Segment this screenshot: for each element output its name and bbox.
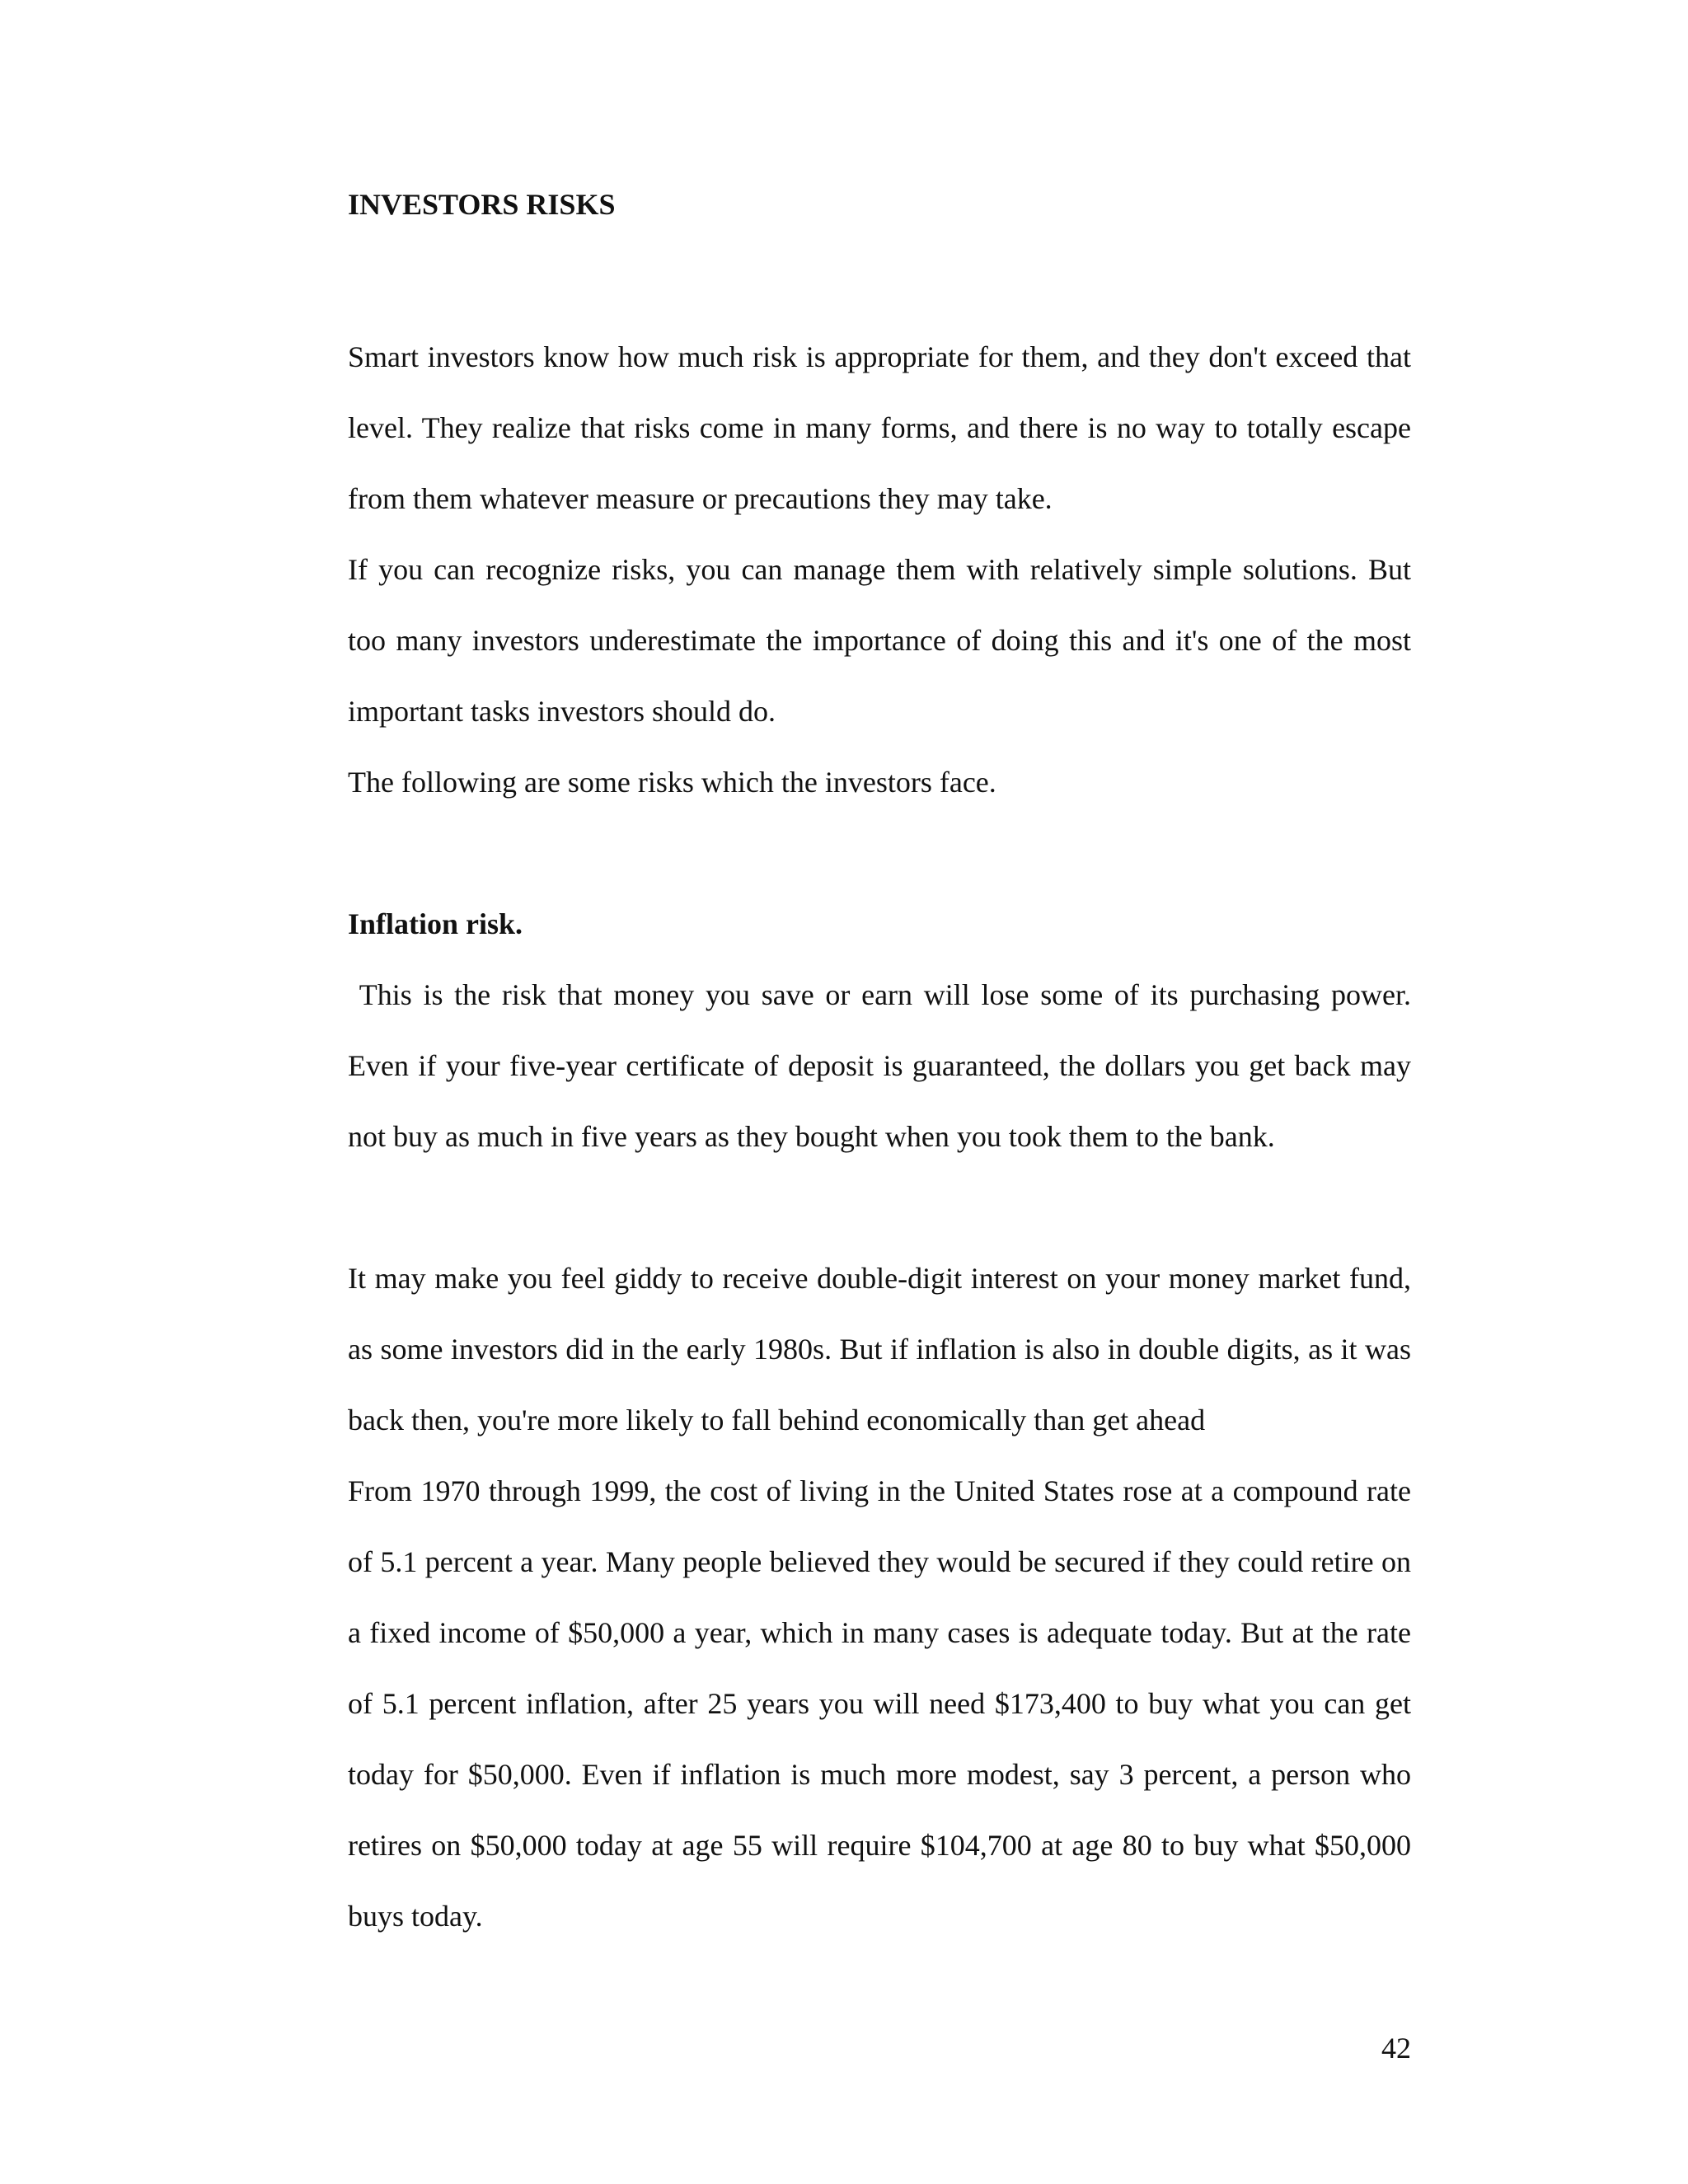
page-content bbox=[348, 180, 1418, 1952]
inflation-paragraph-2: It may make you feel giddy to receive double-digit interest on your money market fund, as some investors did in the early 1980s. But if inflation is also in double digits, as it was back then, you're more likely to fall behind economically than get ahead bbox=[348, 1262, 1411, 1436]
spacer bbox=[348, 1172, 1411, 1243]
spacer bbox=[348, 818, 1411, 888]
section-heading-inflation-risk: Inflation risk. bbox=[348, 907, 523, 940]
intro-paragraph-2: If you can recognize risks, you can manage them with relatively simple solutions. But too many investors underestimate the importance of doing this and it's one of the most important tasks investors should do. bbox=[348, 553, 1411, 728]
intro-paragraph-1: Smart investors know how much risk is appropriate for them, and they don't exceed that level. They realize that risks come in many forms, and there is no way to totally escape from them whatever measure or precautions they may take. bbox=[348, 340, 1411, 515]
page-title: INVESTORS RISKS bbox=[348, 188, 616, 221]
intro-paragraph-3: The following are some risks which the investors face. bbox=[348, 766, 996, 799]
inflation-paragraph-3: From 1970 through 1999, the cost of living in the United States rose at a compound rate of 5.1 percent a year. Many people believed they would be secured if they could retire on a fixed income of $50,000 a year, which in many cases is adequate today. But at the rate of 5.1 percent inflation, after 25 years you will need $173,400 to buy what you can get today for $50,000. Even if inflation is much more modest, say 3 percent, a person who retires on $50,000 today at age 55 will require $104,700 at age 80 to buy what $50,000 buys today. bbox=[348, 1474, 1411, 1933]
page-number: 42 bbox=[1381, 2032, 1411, 2064]
spacer bbox=[348, 229, 1411, 321]
inflation-paragraph-1: This is the risk that money you save or earn will lose some of its purchasing power. Even if your five-year certificate of deposit is guaranteed, the dollars you get back may not buy as much in five years as they bought when you took them to the bank. bbox=[348, 978, 1418, 1153]
